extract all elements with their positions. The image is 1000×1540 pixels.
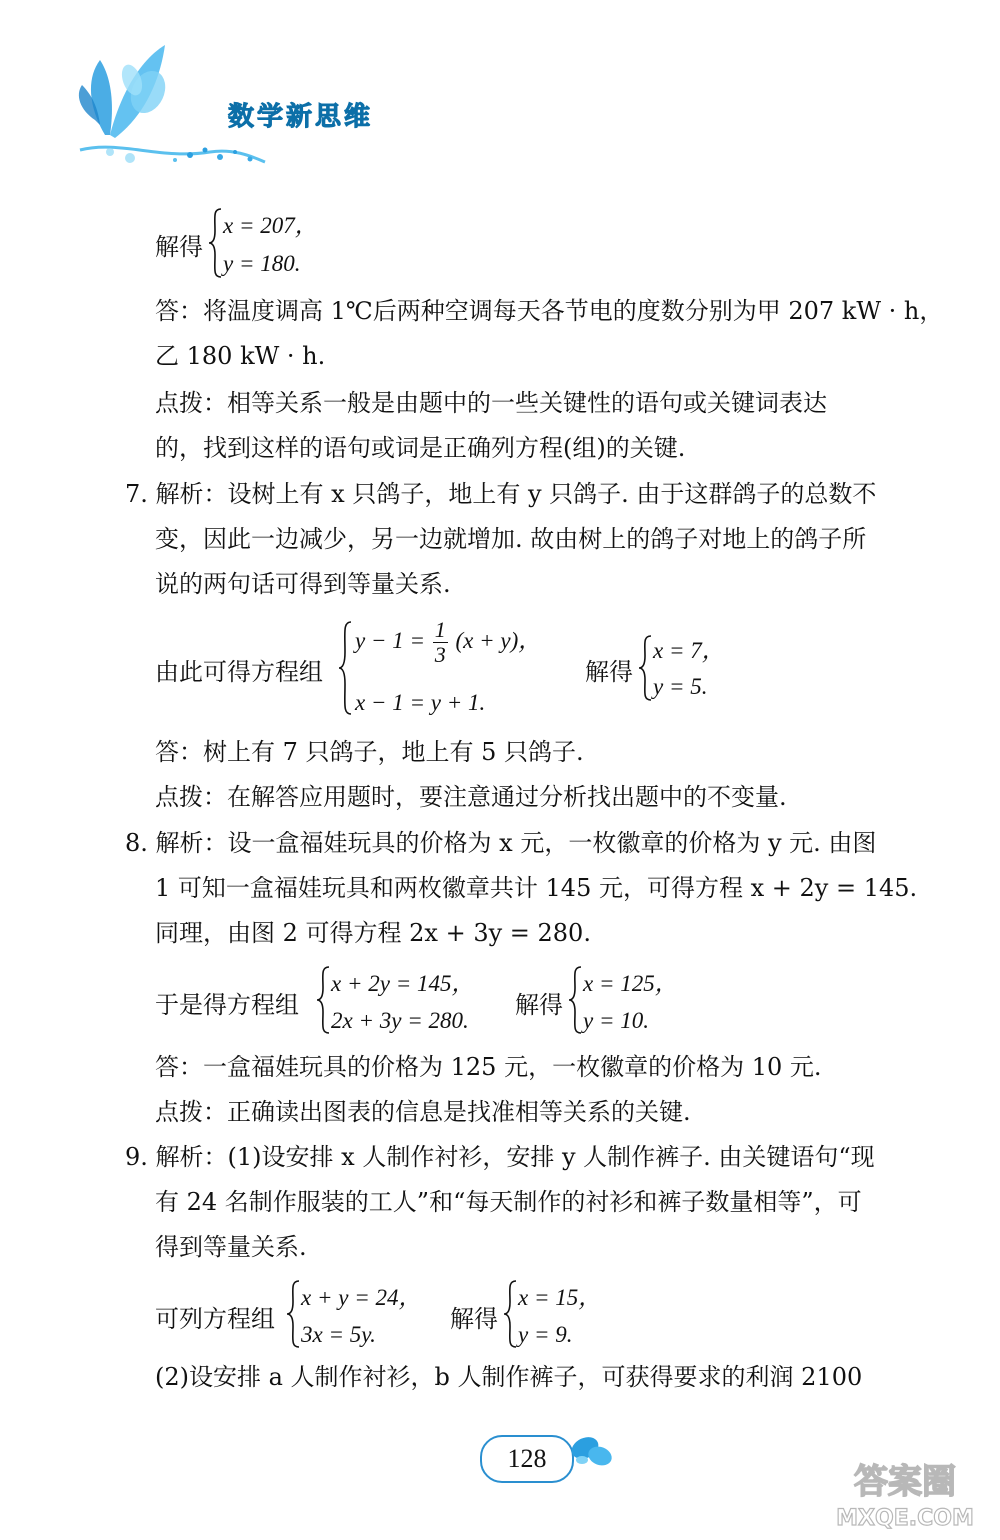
equation: y = 9. [518, 1322, 573, 1347]
tip-line: 点拨：正确读出图表的信息是找准相等关系的关键. [155, 1098, 691, 1126]
svg-text:MXQE.COM: MXQE.COM [836, 1506, 974, 1531]
brace-icon [502, 1279, 518, 1349]
brace-icon [285, 1279, 301, 1349]
problem-9-line: 9. 解析：(1)设安排 x 人制作衬衫，安排 y 人制作裤子. 由关键语句“现 [125, 1143, 875, 1171]
answer-line: 乙 180 kW · h. [155, 342, 326, 370]
equation: x + 2y = 145， [331, 971, 475, 996]
equation-left: y − 1 = [355, 627, 425, 653]
brace-icon [207, 207, 223, 279]
problem-7-line: 7. 解析：设树上有 x 只鸽子，地上有 y 只鸽子. 由于这群鸽子的总数不 [125, 480, 877, 508]
equation: x = 207， [223, 213, 318, 238]
fraction-numerator: 1 [434, 617, 446, 642]
fraction [433, 618, 448, 667]
problem-7-line: 变，因此一边减少，另一边就增加. 故由树上的鸽子对地上的鸽子所 [155, 525, 867, 553]
equation: 2x + 3y = 280. [331, 1008, 469, 1033]
equation: x − 1 = y + 1. [355, 690, 486, 715]
system-label: 由此可得方程组 [155, 658, 323, 686]
tip-line: 点拨：在解答应用题时，要注意通过分析找出题中的不变量. [155, 783, 787, 811]
equation-system-7 [155, 618, 595, 718]
brace-icon [337, 620, 353, 716]
solution-system-8 [515, 963, 715, 1038]
equation: x = 125， [583, 971, 678, 996]
system-label: 于是得方程组 [155, 991, 299, 1019]
svg-text:答案圈: 答案圈 [854, 1462, 956, 1502]
solution-system-9 [450, 1277, 650, 1352]
page-number: 128 [480, 1435, 574, 1483]
butterfly-icon [560, 1420, 620, 1480]
problem-9-line: 有 24 名制作服装的工人”和“每天制作的衬衫和裤子数量相等”，可 [155, 1188, 862, 1216]
tip-line: 点拨：相等关系一般是由题中的一些关键性的语句或关键词表达 [155, 389, 827, 417]
equation: x + y = 24， [301, 1285, 422, 1310]
solve-label: 解得 [450, 1305, 498, 1333]
equation-right: (x + y)， [455, 627, 542, 653]
problem-9-part2-line: (2)设安排 a 人制作衬衫，b 人制作裤子，可获得要求的利润 2100 [155, 1363, 863, 1391]
problem-8-line: 1 可知一盒福娃玩具和两枚徽章共计 145 元，可得方程 x + 2y = 145. [155, 874, 918, 902]
equation: x = 7， [653, 638, 725, 663]
equation-system-9 [155, 1277, 455, 1352]
system-label: 可列方程组 [155, 1305, 275, 1333]
brace-icon [315, 965, 331, 1035]
answer-line: 答：树上有 7 只鸽子，地上有 5 只鸽子. [155, 738, 584, 766]
equation-system-8 [155, 963, 515, 1038]
problem-8-line: 同理，由图 2 可得方程 2x + 3y = 280. [155, 919, 591, 947]
problem-7-line: 说的两句话可得到等量关系. [155, 570, 451, 598]
equation: y = 180. [223, 251, 301, 276]
equation [355, 618, 541, 667]
solve-label: 解得 [515, 991, 563, 1019]
equation: y = 5. [653, 674, 708, 699]
header-title: 数学新思维 [228, 102, 374, 132]
problem-9-line: 得到等量关系. [155, 1233, 307, 1261]
problem-8-line: 8. 解析：设一盒福娃玩具的价格为 x 元，一枚徽章的价格为 y 元. 由图 [125, 829, 877, 857]
answer-line: 答：将温度调高 1℃后两种空调每天各节电的度数分别为甲 207 kW · h， [155, 297, 944, 325]
brace-icon [637, 634, 653, 702]
answer-line: 答：一盒福娃玩具的价格为 125 元，一枚徽章的价格为 10 元. [155, 1053, 822, 1081]
fraction-denominator: 3 [434, 642, 446, 667]
watermark-logo [820, 1455, 990, 1535]
solve-label: 解得 [585, 658, 633, 686]
solution-system-6 [155, 205, 355, 280]
equation: 3x = 5y. [301, 1322, 376, 1347]
solution-system-7 [585, 632, 785, 707]
equation: x = 15， [518, 1285, 602, 1310]
solve-label: 解得 [155, 233, 203, 261]
brace-icon [567, 965, 583, 1035]
tip-line: 的，找到这样的语句或词是正确列方程(组)的关键. [155, 434, 686, 462]
equation: y = 10. [583, 1008, 649, 1033]
